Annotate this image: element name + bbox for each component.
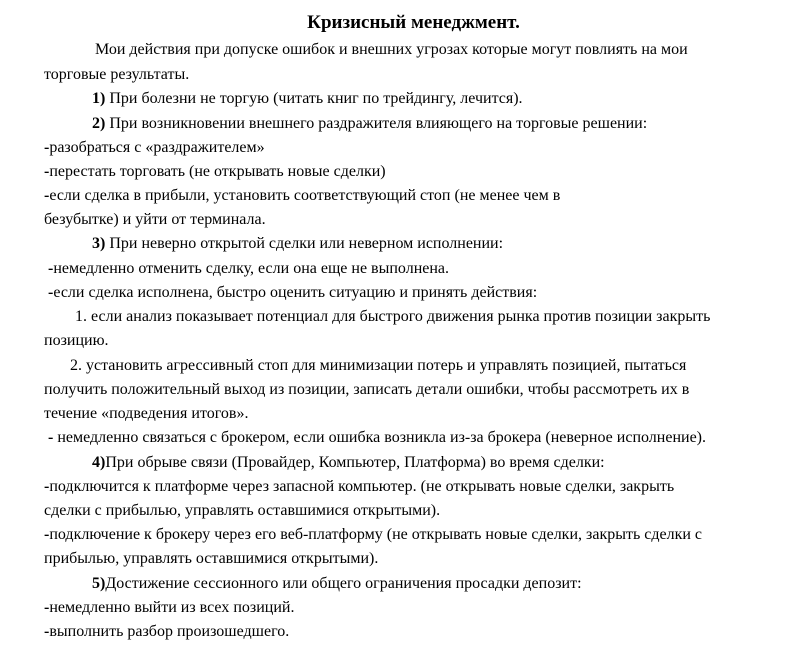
- document-title: Кризисный менеджмент.: [307, 12, 520, 33]
- section-2-item: [44, 136, 265, 160]
- section-5-text: Достижение сессионного или общего ограничения просадки депозит:: [105, 575, 582, 592]
- section-4-text: При обрыве связи (Провайдер, Компьютер, Платформа) во время сделки:: [105, 454, 605, 471]
- section-4-item-2-line-1: [44, 523, 702, 547]
- section-4-heading: [92, 451, 605, 475]
- section-1-heading: [92, 87, 523, 111]
- section-2-item: [44, 184, 560, 208]
- section-2-item: [44, 160, 386, 184]
- section-2-item-text: перестать торговать (не открывать новые сделки): [49, 163, 386, 180]
- section-2-continuation: безубытке) и уйти от терминала.: [44, 211, 266, 228]
- dash-marker: -: [44, 163, 50, 180]
- section-5-item: [44, 620, 289, 644]
- section-4-item-2-text: подключение к брокеру через его веб-платформу (не открывать новые сделки, закрыть сделки с: [49, 526, 703, 543]
- section-5-item-text: выполнить разбор произошедшего.: [49, 623, 290, 640]
- section-2-item-text: разобраться с «раздражителем»: [49, 139, 265, 156]
- section-3-sub-2-line-1: 2. установить агрессивный стоп для минимизации потерь и управлять позицией, пытаться: [70, 357, 687, 374]
- section-3-heading: [92, 232, 503, 256]
- section-5-heading: [92, 572, 582, 596]
- intro-line-1: Мои действия при допуске ошибок и внешних угрозах которые могут повлиять на мои: [95, 41, 688, 58]
- section-5-item: [44, 596, 294, 620]
- section-4-item-1-line-2: сделки с прибылью, управлять оставшимися открытыми).: [44, 502, 441, 519]
- section-4-item-2-line-2: прибылью, управлять оставшимися открытыми).: [44, 550, 379, 567]
- section-3-sub-2-line-2: получить положительный выход из позиции, записать детали ошибки, чтобы рассмотреть их в: [44, 381, 690, 398]
- section-2-heading: [92, 112, 647, 136]
- dash-marker: -: [48, 260, 54, 277]
- dash-marker: -: [44, 526, 50, 543]
- section-3-number: 3): [92, 235, 106, 252]
- section-3-item: [48, 257, 449, 281]
- section-3-item-text: немедленно отменить сделку, если она еще не выполнена.: [53, 260, 450, 277]
- section-1-text: При болезни не торгую (читать книг по трейдингу, лечится).: [105, 90, 523, 107]
- section-5-number: 5): [92, 575, 106, 592]
- section-3-sub-1-line-2: позицию.: [44, 332, 109, 349]
- section-3-item-text: если сделка исполнена, быстро оценить ситуацию и принять действия:: [53, 284, 538, 301]
- section-3-sub-2-line-3: течение «подведения итогов».: [44, 405, 249, 422]
- intro-line-2: торговые результаты.: [44, 66, 190, 83]
- section-1-number: 1): [92, 90, 106, 107]
- section-5-item-text: немедленно выйти из всех позиций.: [49, 599, 295, 616]
- dash-marker: -: [44, 599, 50, 616]
- section-3-text: При неверно открытой сделки или неверном исполнении:: [105, 235, 504, 252]
- section-4-number: 4): [92, 454, 106, 471]
- dash-marker: -: [48, 284, 54, 301]
- section-3-broker-text: немедленно связаться с брокером, если ошибка возникла из-за брокера (неверное исполнение).: [53, 429, 706, 446]
- dash-marker: -: [44, 623, 50, 640]
- section-3-sub-1-line-1: 1. если анализ показывает потенциал для быстрого движения рынка против позиции закрыть: [75, 308, 711, 325]
- dash-marker: -: [48, 429, 54, 446]
- section-2-item-text: если сделка в прибыли, установить соответствующий стоп (не менее чем в: [49, 187, 561, 204]
- dash-marker: -: [44, 187, 50, 204]
- section-4-item-1-line-1: [44, 475, 674, 499]
- dash-marker: -: [44, 478, 50, 495]
- section-3-broker-item: [48, 426, 706, 450]
- section-4-item-1-text: подключится к платформе через запасной компьютер. (не открывать новые сделки, закрыть: [49, 478, 675, 495]
- section-3-item: [48, 281, 537, 305]
- section-2-number: 2): [92, 115, 106, 132]
- dash-marker: -: [44, 139, 50, 156]
- section-2-text: При возникновении внешнего раздражителя влияющего на торговые решении:: [105, 115, 648, 132]
